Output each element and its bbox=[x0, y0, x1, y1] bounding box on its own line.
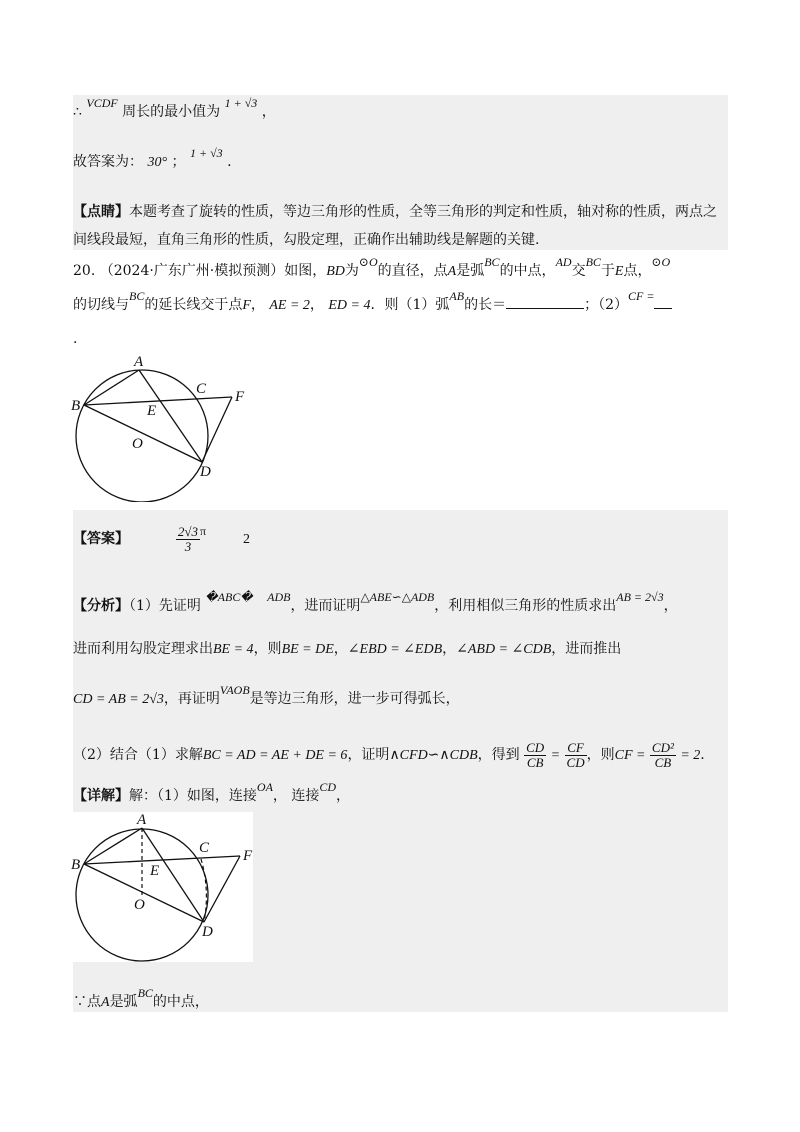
analysis-text-3a: ，再证明 bbox=[163, 691, 220, 707]
answer-period: . bbox=[227, 154, 232, 170]
analysis-math-abc: �ABC� bbox=[205, 590, 253, 604]
dianjing-text-1: 本题考查了旋转的性质，等边三角形的性质，全等三角形的判定和性质，轴对称的性质，两点之 bbox=[129, 204, 717, 220]
dianjing-text-2: 间线段最短，直角三角形的性质，勾股定理，正确作出辅助线是解题的关键. bbox=[73, 232, 540, 248]
frac3-num: CD² bbox=[651, 740, 674, 755]
text-q1: ．则（1）弧 bbox=[370, 297, 450, 313]
seg-bc: BC bbox=[585, 255, 601, 269]
text-wei: 为 bbox=[344, 263, 359, 279]
text-intersect: 交 bbox=[571, 263, 586, 279]
analysis-math-ab: AB = 2√3 bbox=[616, 590, 664, 604]
analysis-end: . bbox=[700, 747, 705, 764]
label-f: F bbox=[235, 389, 245, 405]
analysis-math-be-de: BE = DE bbox=[281, 642, 334, 657]
analysis-math-angle-abd: ∠ABD = ∠CDB bbox=[456, 642, 552, 657]
analysis-text-2b: ，则 bbox=[253, 641, 282, 657]
segment-ab bbox=[84, 370, 139, 405]
analysis-math-be4: BE = 4 bbox=[213, 642, 254, 657]
answer-separator: ； bbox=[171, 154, 186, 170]
circle-o-2: ⊙O bbox=[651, 255, 671, 269]
answer-frac-num: 2√3 bbox=[177, 523, 199, 539]
analysis-text-1a: （1）先证明 bbox=[129, 598, 201, 614]
analysis-text-4d: ，则 bbox=[586, 747, 615, 764]
problem-line-1 bbox=[73, 255, 671, 281]
circle-o: ⊙O bbox=[358, 255, 378, 269]
geometry-figure-1 bbox=[68, 352, 268, 502]
analysis-math-adb: ADB bbox=[267, 590, 291, 604]
frac2-num: CF bbox=[565, 741, 587, 756]
because-arc-bc: BC bbox=[137, 986, 153, 1000]
detail-cd: CD bbox=[319, 780, 337, 794]
problem-dot: . bbox=[73, 331, 78, 347]
because-point-a: A bbox=[101, 995, 110, 1010]
given-ed: ED = 4 bbox=[328, 298, 371, 313]
cf-eq: CF = bbox=[628, 289, 655, 303]
analysis-result: = 2 bbox=[680, 748, 701, 764]
frac3-den: CB bbox=[654, 754, 672, 770]
analysis-text-2e: ，进而推出 bbox=[551, 641, 622, 657]
analysis-math-cd: CD = AB = 2√3 bbox=[73, 692, 164, 707]
analysis-line-3 bbox=[73, 683, 460, 709]
label-e-2: E bbox=[150, 863, 160, 879]
text-diameter: 的直径，点 bbox=[377, 263, 448, 279]
detail-line bbox=[73, 780, 351, 805]
answer-value-1: 30° bbox=[147, 155, 168, 170]
analysis-math-angle-ebd: ∠EBD = ∠EDB bbox=[347, 642, 443, 657]
problem-number: 20. bbox=[73, 263, 96, 279]
detail-oa: OA bbox=[256, 780, 273, 794]
answer-label: 【答案】 bbox=[73, 530, 129, 547]
label-b-2: B bbox=[71, 857, 81, 873]
text-point: 点， bbox=[623, 263, 652, 279]
label-c: C bbox=[196, 381, 207, 397]
analysis-text-2a: 进而利用勾股定理求出 bbox=[73, 641, 213, 657]
analysis-text-4a: （2）结合（1）求解 bbox=[73, 747, 203, 764]
segment-ab-2 bbox=[84, 828, 142, 864]
analysis-text-4b: ，证明 bbox=[347, 747, 390, 764]
analysis-text-2c: ， bbox=[333, 641, 348, 657]
frac2-den: CD bbox=[566, 754, 585, 770]
analysis-math-bc6: BC = AD = AE + DE = 6 bbox=[202, 748, 348, 764]
answer-blank-1[interactable] bbox=[506, 308, 584, 309]
analysis-frac-cd2-cb bbox=[650, 741, 676, 769]
detail-label: 【详解】 bbox=[73, 788, 129, 804]
because-text-3: 的中点， bbox=[152, 994, 209, 1010]
because-symbol: ∵ bbox=[73, 994, 87, 1010]
dianjing-line-1 bbox=[73, 203, 717, 221]
given-ae: AE = 2 bbox=[269, 298, 310, 313]
answer-blank-2[interactable] bbox=[654, 308, 672, 309]
analysis-text-2d: ， bbox=[442, 641, 457, 657]
seg-ad: AD bbox=[555, 255, 572, 269]
label-o-2: O bbox=[134, 897, 145, 913]
analysis-line-1 bbox=[73, 590, 678, 615]
segment-df-2 bbox=[204, 856, 240, 922]
label-b: B bbox=[71, 398, 81, 414]
detail-end: ， bbox=[336, 788, 351, 804]
answer-frac-den: 3 bbox=[184, 538, 192, 554]
analysis-line-4 bbox=[73, 741, 705, 769]
text-q2: ；（2） bbox=[584, 297, 628, 313]
text-tangent: 的切线与 bbox=[73, 297, 129, 313]
seg-bd: BD bbox=[326, 264, 345, 279]
perimeter-text: 周长的最小值为 bbox=[122, 104, 221, 120]
analysis-cf: CF = bbox=[614, 748, 646, 764]
label-d: D bbox=[200, 464, 211, 480]
therefore-symbol: ∴ bbox=[73, 104, 82, 120]
answer-fraction bbox=[176, 525, 200, 553]
frac1-den: CB bbox=[526, 754, 544, 770]
analysis-math-similar: △ABE∽△ADB bbox=[360, 590, 435, 604]
geometry-figure-2 bbox=[68, 808, 268, 964]
text-at: 于 bbox=[600, 263, 615, 279]
text-length: 的长＝ bbox=[464, 297, 507, 313]
label-e: E bbox=[147, 403, 157, 419]
because-line bbox=[73, 986, 209, 1012]
segment-bd bbox=[84, 405, 202, 462]
detail-sep: ， 连接 bbox=[272, 788, 320, 804]
text-arc: 是弧 bbox=[456, 263, 485, 279]
frac1-num: CD bbox=[526, 740, 545, 755]
segment-bd-2 bbox=[84, 864, 204, 922]
analysis-frac-cf-cd bbox=[565, 741, 587, 769]
point-a: A bbox=[447, 264, 457, 279]
answer-value-2-cf: 2 bbox=[243, 532, 251, 547]
analysis-text-1d: ， bbox=[663, 598, 678, 614]
analysis-text-3b: 是等边三角形，进一步可得弧长， bbox=[249, 691, 460, 707]
triangle-cdf: VCDF bbox=[86, 96, 118, 110]
segment-df bbox=[202, 397, 232, 462]
min-value: 1 + √3 bbox=[224, 96, 258, 110]
text-midpoint: 的中点， bbox=[499, 263, 556, 279]
analysis-text-1c: ，利用相似三角形的性质求出 bbox=[434, 598, 617, 614]
analysis-text-4c: ，得到 bbox=[477, 747, 520, 764]
point-e: E bbox=[614, 264, 624, 279]
answer-value-2: 1 + √3 bbox=[189, 146, 223, 160]
answer-prefix: 故答案为： bbox=[73, 154, 143, 170]
analysis-math-aob: VAOB bbox=[219, 683, 250, 697]
because-text-1: 点 bbox=[87, 994, 101, 1010]
dianjing-label: 【点睛】 bbox=[73, 204, 129, 220]
detail-text: 解：（1）如图，连接 bbox=[129, 788, 257, 804]
problem-line-2: 的切线与BC的延长线交于点F， AE = 2， ED = 4．则（1）弧AB的长＝ ；（2）CF = bbox=[73, 296, 672, 315]
analysis-frac-cd-cb bbox=[524, 741, 546, 769]
problem-line-3 bbox=[73, 330, 77, 348]
analysis-math-cfd-similar: ∧CFD∽∧CDB bbox=[389, 748, 478, 764]
answer-line bbox=[73, 524, 250, 553]
text-extension: 的延长线交于点 bbox=[144, 297, 243, 313]
analysis-label: 【分析】 bbox=[73, 598, 129, 614]
arc-bc: BC bbox=[484, 255, 500, 269]
label-o: O bbox=[132, 436, 143, 452]
label-c-2: C bbox=[199, 840, 210, 856]
answer-pi: π bbox=[200, 524, 207, 538]
dianjing-line-2 bbox=[73, 231, 539, 249]
arc-ab: AB bbox=[449, 289, 465, 303]
comma: ， bbox=[261, 104, 276, 120]
analysis-eq: = bbox=[550, 748, 561, 764]
because-text-2: 是弧 bbox=[109, 994, 138, 1010]
line-answer-summary bbox=[73, 146, 232, 172]
seg-bc-2: BC bbox=[129, 289, 145, 303]
label-a: A bbox=[134, 354, 144, 370]
label-a-2: A bbox=[137, 812, 147, 828]
problem-source: （2024·广东广州·模拟预测）如图， bbox=[99, 263, 327, 279]
analysis-text-1b: ，进而证明 bbox=[290, 598, 361, 614]
label-f-2: F bbox=[243, 848, 253, 864]
point-f: F bbox=[242, 298, 251, 313]
analysis-line-2 bbox=[73, 640, 621, 659]
label-d-2: D bbox=[202, 924, 213, 940]
line-min-perimeter bbox=[73, 96, 276, 121]
